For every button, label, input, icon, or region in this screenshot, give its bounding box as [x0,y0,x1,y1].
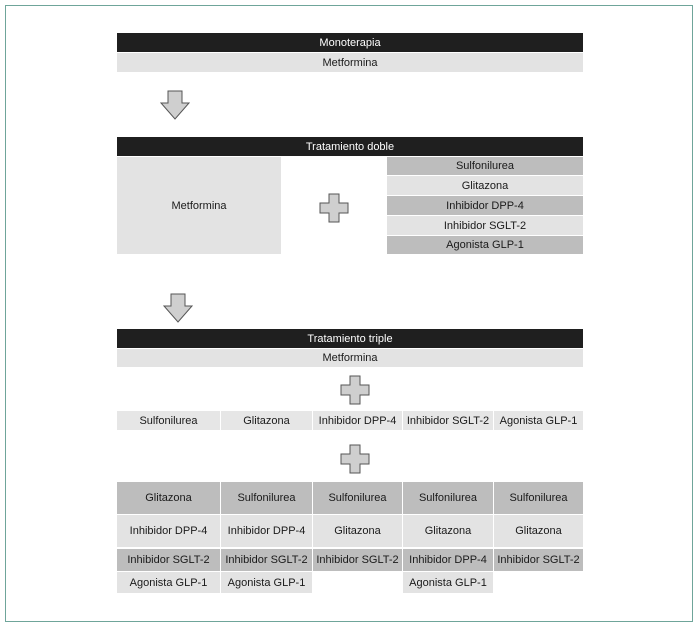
arrow-down-icon [163,293,193,323]
dual-option: Sulfonilurea [387,157,583,175]
triple-base-drug: Metformina [117,349,583,367]
dual-base-drug: Metformina [117,157,281,254]
triple-third-drug: Glitazona [403,515,493,547]
triple-third-drug: Inhibidor SGLT-2 [221,549,312,571]
plus-icon [340,375,370,405]
triple-third-drug: Agonista GLP-1 [221,572,312,593]
monotherapy-drug: Metformina [117,53,583,72]
arrow-down-icon [160,90,190,120]
triple-third-drug: Agonista GLP-1 [117,572,220,593]
triple-second-drug: Inhibidor SGLT-2 [403,411,493,430]
plus-icon [319,193,349,223]
triple-third-drug: Glitazona [117,482,220,514]
triple-header: Tratamiento triple [117,329,583,348]
dual-option: Glitazona [387,176,583,195]
monotherapy-header: Monoterapia [117,33,583,52]
dual-option: Inhibidor SGLT-2 [387,216,583,235]
triple-second-drug: Agonista GLP-1 [494,411,583,430]
triple-third-drug: Glitazona [494,515,583,547]
triple-second-drug: Glitazona [221,411,312,430]
triple-third-drug: Inhibidor DPP-4 [117,515,220,547]
dual-header: Tratamiento doble [117,137,583,156]
triple-third-drug: Sulfonilurea [403,482,493,514]
triple-third-drug: Agonista GLP-1 [403,572,493,593]
dual-option: Agonista GLP-1 [387,236,583,254]
plus-icon [340,444,370,474]
triple-second-drug: Sulfonilurea [117,411,220,430]
triple-third-drug: Sulfonilurea [221,482,312,514]
dual-option: Inhibidor DPP-4 [387,196,583,215]
triple-third-drug: Sulfonilurea [313,482,402,514]
triple-third-drug: Inhibidor SGLT-2 [117,549,220,571]
triple-second-drug: Inhibidor DPP-4 [313,411,402,430]
triple-third-drug: Inhibidor DPP-4 [221,515,312,547]
triple-third-drug: Inhibidor DPP-4 [403,549,493,571]
triple-third-drug: Inhibidor SGLT-2 [313,549,402,571]
triple-third-drug: Sulfonilurea [494,482,583,514]
triple-third-drug: Glitazona [313,515,402,547]
triple-third-drug: Inhibidor SGLT-2 [494,549,583,571]
